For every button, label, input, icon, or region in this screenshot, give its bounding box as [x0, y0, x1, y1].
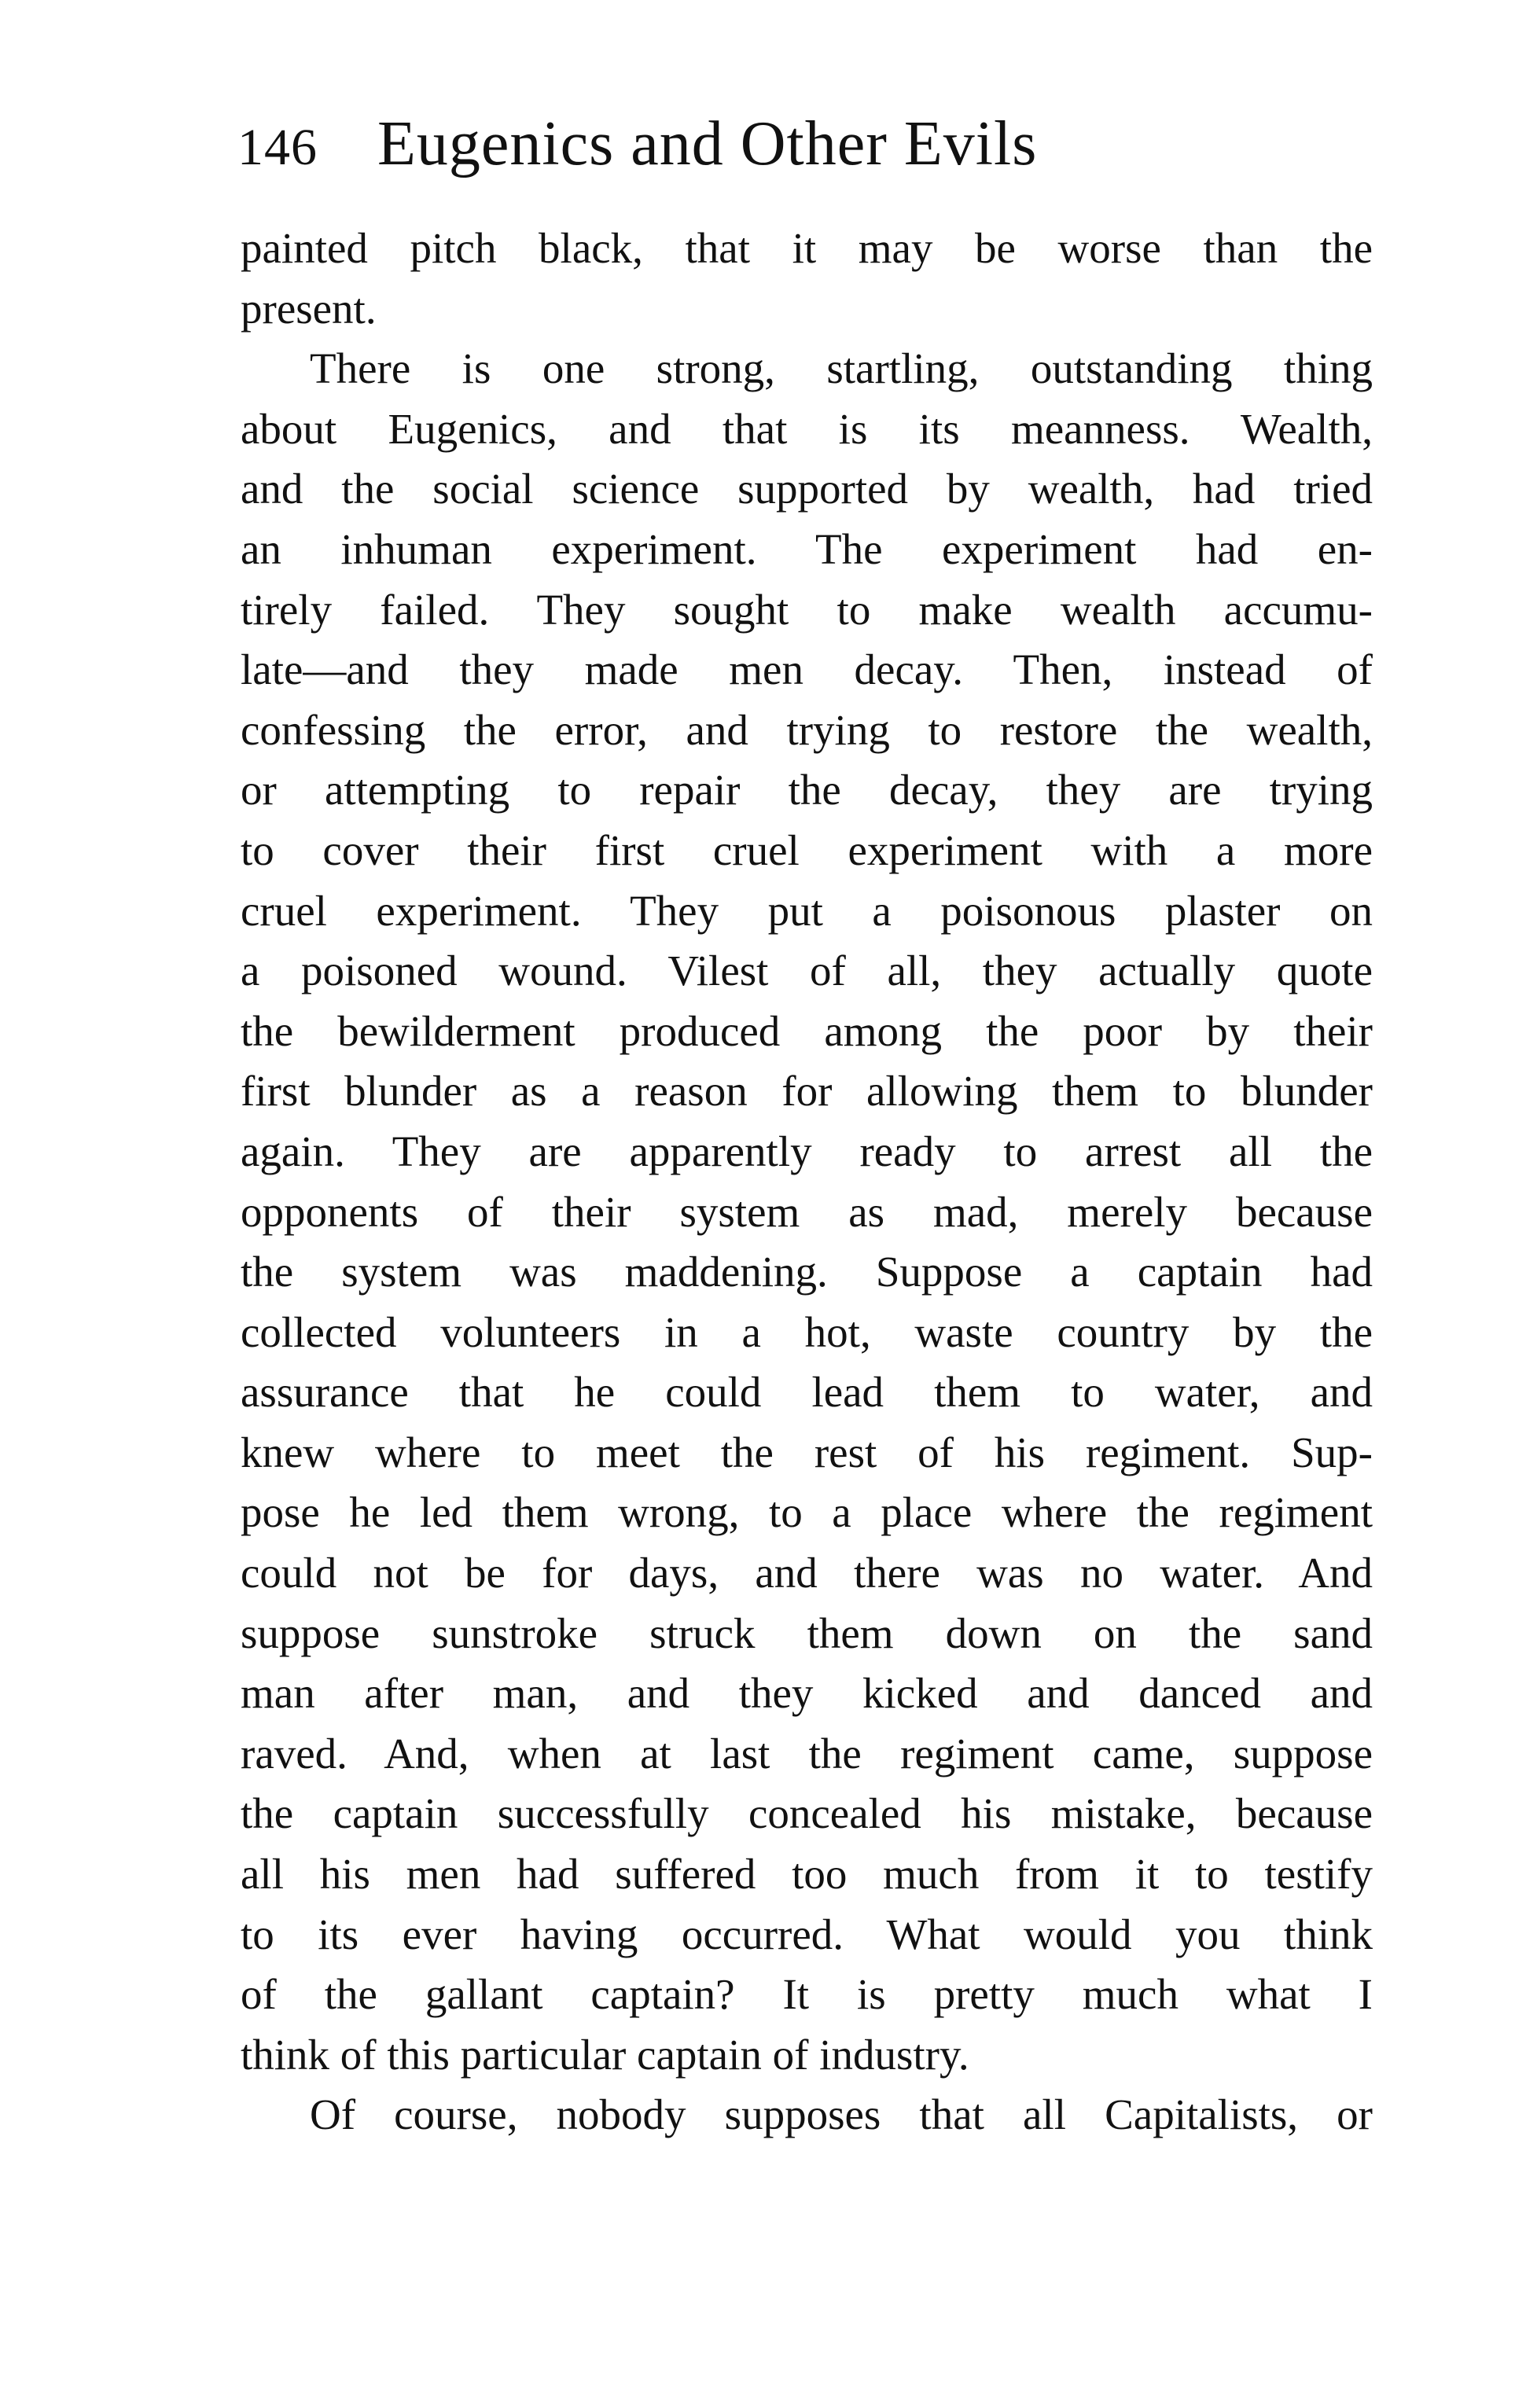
text-line: think of this particular captain of industry.	[241, 2030, 969, 2079]
text-line: collected volunteers in a hot, waste country by the	[241, 1307, 1373, 1356]
text-line: and the social science supported by wealth, had tried	[241, 465, 1373, 513]
text-line: to its ever having occurred. What would you think	[241, 1910, 1373, 1958]
text-line: There is one strong, startling, outstanding thing	[310, 344, 1373, 393]
text-line: first blunder as a reason for allowing them to blunder	[241, 1067, 1373, 1116]
text-line: present.	[241, 284, 377, 333]
body-text	[241, 219, 1373, 2145]
text-line: raved. And, when at last the regiment came, suppose	[241, 1729, 1373, 1778]
text-line: assurance that he could lead them to water, and	[241, 1368, 1373, 1417]
text-line: or attempting to repair the decay, they are trying	[241, 766, 1373, 814]
text-line: again. They are apparently ready to arrest all the	[241, 1127, 1373, 1175]
text-line: late—and they made men decay. Then, instead of	[241, 645, 1373, 694]
page-header	[237, 108, 1037, 195]
text-line: pose he led them wrong, to a place where the regiment	[241, 1488, 1373, 1537]
text-line: suppose sunstroke struck them down on the sand	[241, 1608, 1373, 1657]
text-line: the system was maddening. Suppose a captain had	[241, 1248, 1373, 1296]
text-line: of the gallant captain? It is pretty much what I	[241, 1970, 1373, 2019]
text-line: opponents of their system as mad, merely because	[241, 1187, 1373, 1236]
text-line: tirely failed. They sought to make wealth accumu-	[241, 585, 1373, 634]
text-line: all his men had suffered too much from it to testify	[241, 1850, 1373, 1899]
text-line: a poisoned wound. Vilest of all, they actually quote	[241, 947, 1373, 995]
text-line: could not be for days, and there was no water. And	[241, 1549, 1373, 1597]
text-line: an inhuman experiment. The experiment had en-	[241, 524, 1373, 573]
text-line: to cover their first cruel experiment with a more	[241, 825, 1373, 874]
text-line: the captain successfully concealed his mistake, because	[241, 1789, 1373, 1838]
text-line: cruel experiment. They put a poisonous plaster on	[241, 886, 1373, 935]
page-number: 146	[237, 119, 318, 176]
text-line: the bewilderment produced among the poor by their	[241, 1006, 1373, 1055]
text-line: painted pitch black, that it may be worse than the	[241, 224, 1373, 272]
text-line: man after man, and they kicked and danced and	[241, 1669, 1373, 1718]
text-line: Of course, nobody supposes that all Capitalists, or	[310, 2090, 1373, 2139]
text-line: about Eugenics, and that is its meanness. Wealth,	[241, 404, 1373, 453]
text-line: knew where to meet the rest of his regiment. Sup-	[241, 1428, 1373, 1476]
text-line: confessing the error, and trying to restore the wealth,	[241, 705, 1373, 754]
running-title: Eugenics and Other Evils	[377, 109, 1038, 178]
